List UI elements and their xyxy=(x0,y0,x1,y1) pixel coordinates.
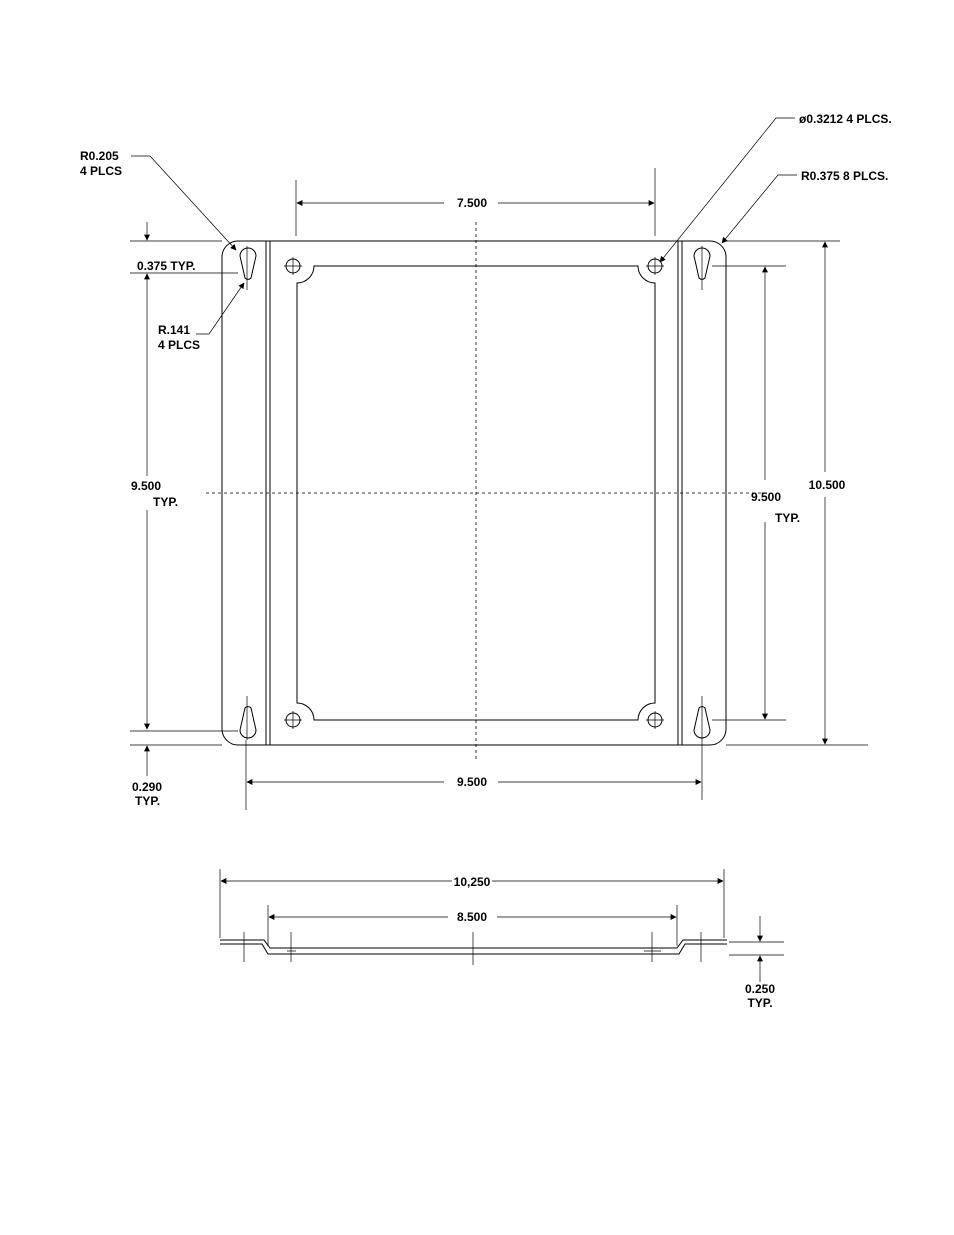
dim-0250: 0.250 xyxy=(744,982,776,996)
dim-0290: 0.290 xyxy=(132,780,163,794)
dim-9500-right: 9.500 xyxy=(751,490,782,504)
side-view xyxy=(220,869,784,1010)
dim-10500: 10.500 xyxy=(808,478,846,492)
slot-bottom-left xyxy=(240,707,256,738)
label-r0205-plcs: 4 PLCS xyxy=(80,164,123,178)
side-profile-top xyxy=(220,940,727,948)
dim-9500-right-typ: TYP. xyxy=(775,511,801,525)
dim-0375-typ: 0.375 TYP. xyxy=(137,259,196,273)
slot-top-left xyxy=(240,248,256,279)
dim-9500-bottom: 9.500 xyxy=(456,775,488,789)
label-r141: R.141 xyxy=(158,323,191,337)
dim-9500-left: 9.500 xyxy=(131,479,162,493)
dim-7500: 7.500 xyxy=(456,196,488,210)
dim-0250-typ: TYP. xyxy=(747,996,773,1010)
dim-0290-typ: TYP. xyxy=(135,794,161,808)
dim-9500-left-typ: TYP. xyxy=(153,495,179,509)
plan-view xyxy=(206,222,770,762)
side-profile-bottom xyxy=(220,944,727,954)
label-r0375: R0.375 8 PLCS. xyxy=(801,169,889,183)
label-r0205: R0.205 xyxy=(80,149,119,163)
dim-8500: 8.500 xyxy=(456,910,488,924)
label-hole-diameter: ø0.3212 4 PLCS. xyxy=(799,112,892,126)
plan-dimensions xyxy=(80,112,892,810)
label-r141-plcs: 4 PLCS xyxy=(158,338,201,352)
dim-10250: 10,250 xyxy=(453,875,491,889)
